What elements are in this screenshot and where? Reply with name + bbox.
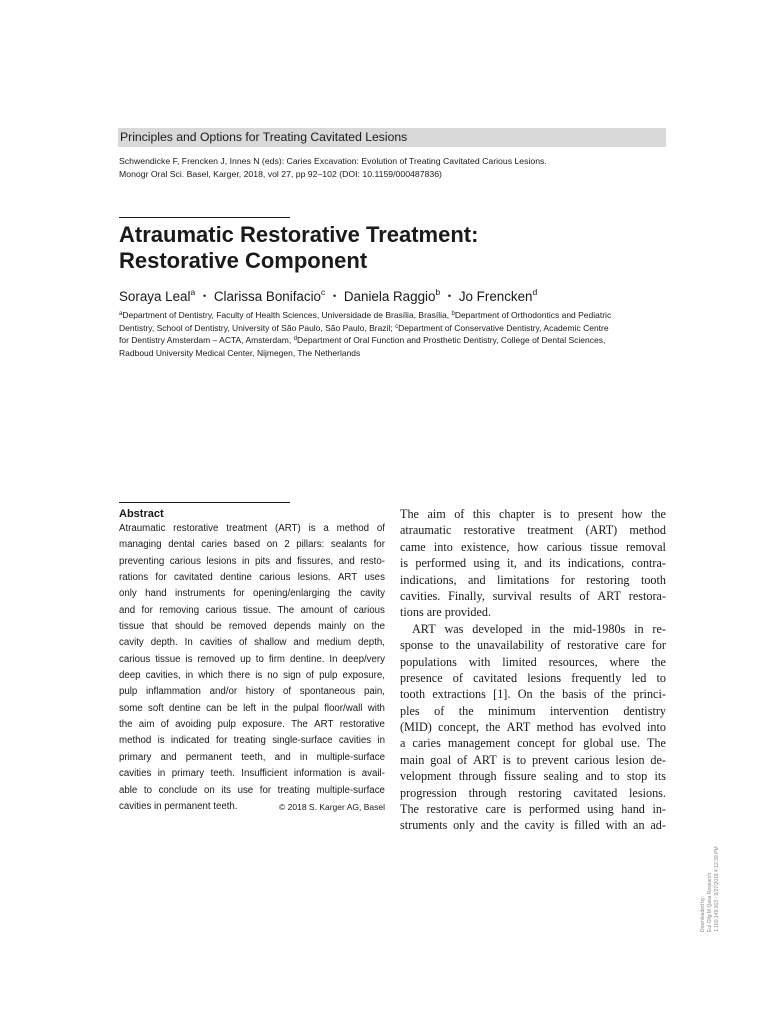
abstract-line: managing dental caries based on 2 pillars: sealants for	[119, 539, 385, 551]
affiliation-text: Department of Dentistry, Faculty of Health Sciences, Universidade de Brasília, Brasília,	[122, 310, 452, 320]
affiliation-text: Department of Conservative Dentistry, Academic Centre	[398, 322, 609, 333]
title-line: Restorative Component	[119, 248, 368, 273]
author-list	[119, 286, 679, 307]
affiliation-text: Dentistry, School of Dentistry, University of São Paulo, São Paulo, Brazil;	[119, 322, 396, 333]
abstract-line: Atraumatic restorative treatment (ART) is a method of	[119, 523, 385, 534]
abstract-line: deep cavities, in which there is no sign of pulp exposure,	[119, 670, 385, 682]
body-line: tooth extractions [1]. On the basis of the princi-	[400, 687, 666, 702]
body-line: ples of the minimum intervention dentistry	[400, 703, 666, 718]
body-line: atraumatic restorative treatment (ART) method	[400, 523, 666, 538]
watermark-line: 1.160.149.163 - 9/27/2018 4:12:39 PM	[714, 846, 720, 932]
citation	[119, 155, 679, 181]
body-line: came into existence, how carious tissue removal	[400, 539, 666, 554]
body-line: a caries management concept for global use. The	[400, 736, 666, 751]
affiliation-text: Radboud University Medical Center, Nijmegen, The Netherlands	[119, 347, 361, 358]
affiliation-mark: b	[451, 311, 455, 317]
body-line: ART was developed in the mid-1980s in re-	[412, 621, 666, 636]
abstract-line: pulp inflammation and/or history of spontaneous pain,	[119, 686, 385, 698]
body-line: populations with limited resources, where the	[400, 654, 666, 669]
author-name: Daniela Raggio	[343, 289, 436, 304]
title-rule	[119, 217, 290, 218]
body-text	[400, 506, 666, 834]
body-line: The aim of this chapter is to present how the	[400, 507, 666, 521]
affiliation-text: Department of Oral Function and Prosthetic Dentistry, College of Dental Sciences,	[296, 335, 606, 345]
affiliation-line	[119, 322, 679, 335]
affiliation-text: Department of Orthodontics and Pediatric	[454, 310, 612, 320]
author-separator: •	[332, 291, 337, 301]
author-name: Jo Frencken	[458, 289, 533, 304]
body-line: presence of cavitated lesions frequently led to	[400, 670, 666, 685]
citation-line: Schwendicke F, Frencken J, Innes N (eds): Caries Excavation: Evolution of Treating Cavitated Carious Lesions.	[119, 156, 547, 166]
abstract-line: rations for cavitated dentine carious lesions. ART uses	[119, 572, 385, 584]
author-separator: •	[202, 291, 207, 301]
body-line: sponse to the unavailability of restorative care for	[400, 638, 666, 653]
abstract-line: tissue that should be removed depends mainly on the	[119, 621, 385, 633]
abstract-line: and for removing carious tissue. The amount of carious	[119, 604, 385, 616]
author-name: Soraya Leal	[119, 289, 191, 304]
article-title	[119, 222, 679, 274]
abstract-line: some soft dentine can be left in the pulpal floor/wall with	[119, 702, 385, 714]
download-watermark	[700, 832, 740, 932]
author-affiliation-mark: a	[190, 287, 196, 297]
body-line: The restorative care is performed using hand in-	[400, 802, 666, 817]
body-line: main goal of ART is to prevent carious lesion de-	[400, 752, 666, 767]
abstract-line: cavity depth. In cavities of shallow and medium depth,	[119, 637, 385, 649]
abstract-line: method is indicated for treating single-surface cavities in	[119, 735, 385, 747]
affiliation-mark: c	[395, 323, 399, 330]
abstract-line: the aim of avoiding pulp exposure. The ART restorative	[119, 719, 385, 731]
body-line: is performed using it, and its indications, contra-	[400, 556, 666, 571]
abstract-line: cavities in primary teeth. Insufficient information is avail-	[119, 768, 385, 780]
affiliations	[119, 309, 679, 359]
author-affiliation-mark: c	[321, 287, 326, 297]
body-line: cavities. Finally, survival results of ART restora-	[400, 588, 666, 603]
affiliation-mark: a	[119, 311, 123, 317]
copyright-notice: © 2018 S. Karger AG, Basel	[279, 801, 385, 812]
author-affiliation-mark: d	[532, 287, 538, 297]
abstract-line: carious tissue is removed up to firm dentine. In deep/very	[119, 653, 385, 665]
abstract-line: able to conclude on its use for treating multiple-surface	[119, 784, 385, 796]
abstract-text	[119, 521, 385, 815]
affiliation-line	[119, 309, 679, 322]
section-title: Principles and Options for Treating Cavitated Lesions	[120, 130, 408, 144]
author-name: Clarissa Bonifacio	[213, 289, 321, 304]
body-line: struments only and the cavity is filled with an ad-	[400, 818, 666, 833]
abstract-heading: Abstract	[119, 508, 164, 520]
abstract-line: preventing carious lesions in pits and fissures, and resto-	[119, 555, 385, 567]
abstract-line: primary and permanent teeth, and in multiple-surface	[119, 751, 385, 763]
author-separator: •	[447, 291, 452, 301]
body-line: progression through restoring cavitated lesions.	[400, 785, 666, 800]
body-line: (MID) concept, the ART method has evolved into	[400, 720, 666, 735]
watermark-line: Downloaded by:	[700, 896, 706, 932]
abstract-rule	[119, 502, 290, 503]
watermark-line: Eul Ollg M Qasa Research	[707, 872, 713, 932]
abstract-line: cavities in permanent teeth. © 2018 S. Karger AG, Basel	[119, 799, 385, 815]
affiliation-line	[119, 347, 679, 360]
citation-line: Monogr Oral Sci. Basel, Karger, 2018, vol 27, pp 92–102 (DOI: 10.1159/000487836)	[119, 169, 442, 179]
body-line: tions are provided.	[400, 605, 492, 620]
author-affiliation-mark: b	[435, 287, 441, 297]
title-line: Atraumatic Restorative Treatment:	[119, 222, 479, 247]
abstract-line: only hand instruments for opening/enlarging the cavity	[119, 588, 385, 600]
affiliation-line	[119, 334, 679, 347]
affiliation-mark: d	[293, 336, 297, 342]
affiliation-text: for Dentistry Amsterdam – ACTA, Amsterdam,	[119, 335, 294, 345]
body-line: indications, and limitations for restoring tooth	[400, 572, 666, 587]
body-line: velopment through fissure sealing and to stop its	[400, 769, 666, 784]
section-header-bar	[118, 128, 666, 147]
